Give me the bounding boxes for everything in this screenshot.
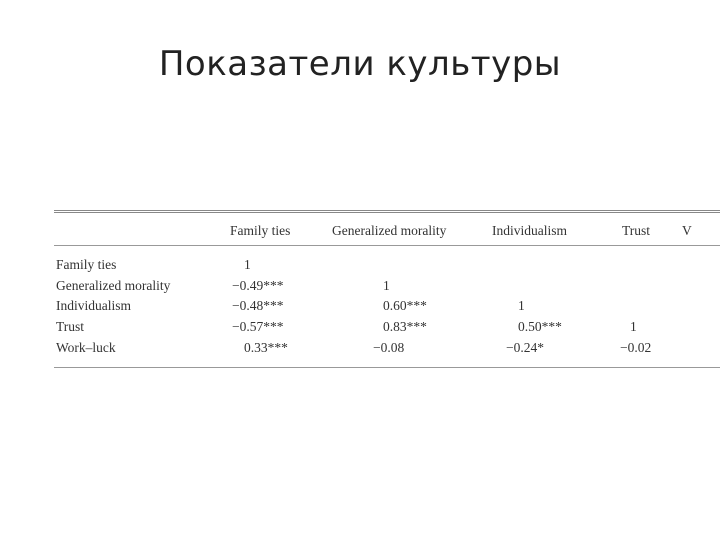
row-label-individualism: Individualism — [56, 298, 131, 313]
table-cell: 0.50*** — [518, 319, 562, 334]
table-cell: 0.33*** — [244, 340, 288, 355]
table-cell: −0.48*** — [232, 298, 284, 313]
table-cell: −0.24* — [506, 340, 544, 355]
row-label-work-luck: Work–luck — [56, 340, 116, 355]
table-bottom-rule — [54, 367, 720, 368]
column-header-individualism: Individualism — [492, 223, 567, 238]
table-cell: 1 — [383, 278, 390, 293]
table-top-rule — [54, 210, 720, 211]
row-label-family-ties: Family ties — [56, 257, 117, 272]
table-cell: −0.57*** — [232, 319, 284, 334]
table-cell: 0.83*** — [383, 319, 427, 334]
column-header-cut-off: V — [682, 223, 692, 238]
table-cell: −0.49*** — [232, 278, 284, 293]
column-header-trust: Trust — [622, 223, 651, 238]
table-cell: 0.60*** — [383, 298, 427, 313]
table-cell: −0.08 — [373, 340, 405, 355]
table-cell: −0.02 — [620, 340, 652, 355]
correlation-table — [54, 200, 720, 390]
row-label-generalized-morality: Generalized morality — [56, 278, 171, 293]
table-top-rule-double — [54, 212, 720, 213]
column-header-family-ties: Family ties — [230, 223, 291, 238]
table-cell: 1 — [244, 257, 251, 272]
table-header-rule — [54, 245, 720, 246]
slide-title: Показатели культуры — [158, 44, 562, 84]
table-cell: 1 — [630, 319, 637, 334]
column-header-generalized-morality: Generalized morality — [332, 223, 447, 238]
row-label-trust: Trust — [56, 319, 85, 334]
table-cell: 1 — [518, 298, 525, 313]
